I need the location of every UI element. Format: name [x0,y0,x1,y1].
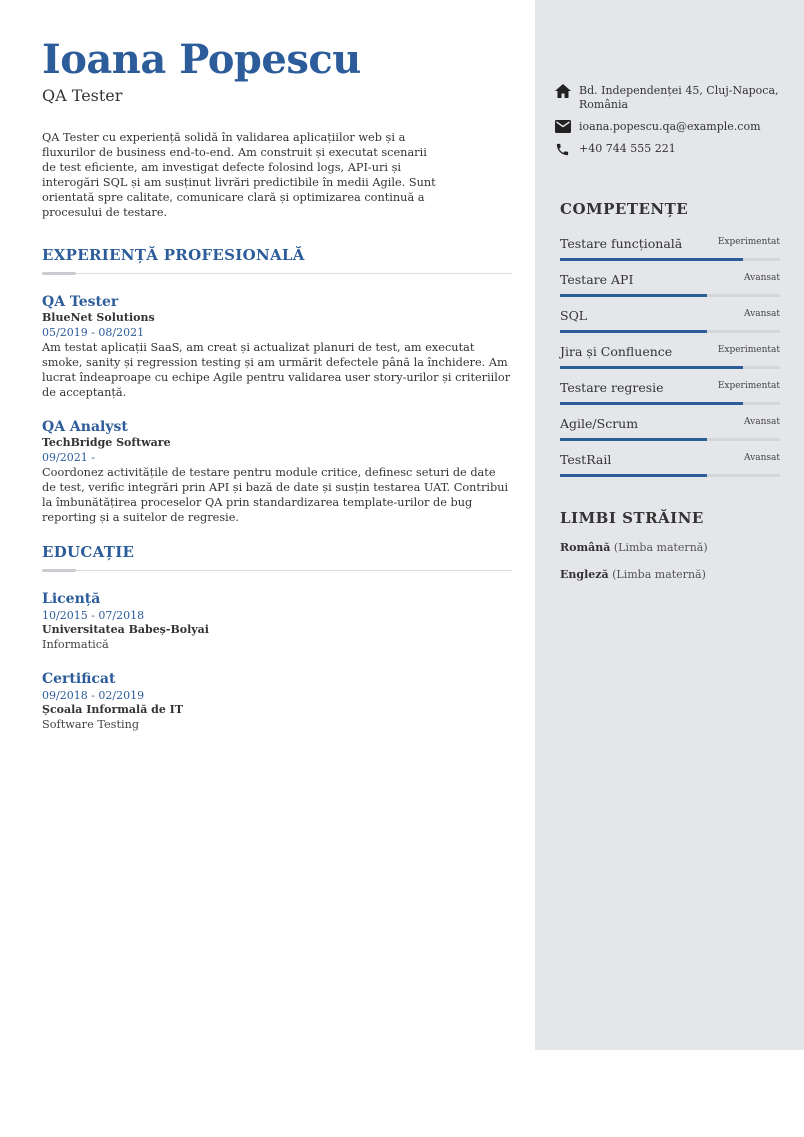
experience-company: TechBridge Software [42,436,171,449]
profile-summary: QA Tester cu experiență solidă în validarea aplicațiilor web și a fluxurilor de business end-to-end. Am construit și executat scenarii de test eficiente, am investigat defecte folosind logs, API-uri și interogări SQL și am susținut livrări predictibile în medii Agile. Sunt orientată spre calitate, comunicare clară și optimizarea continuă a procesului de testare. [42,131,436,219]
person-name: Ioana Popescu [42,36,361,83]
skill-bar-track [560,438,780,441]
experience-heading: EXPERIENȚĂ PROFESIONALĂ [42,246,305,264]
skill-bar-fill [560,474,707,477]
contact-email [555,120,785,134]
education-institution: Universitatea Babeș-Bolyai [42,623,209,636]
skill-name: SQL [560,308,588,323]
skill-item [560,308,780,344]
home-icon [555,84,573,98]
language-item [560,567,708,582]
section-divider [42,569,512,572]
skill-bar-fill [560,330,707,333]
address-text: Bd. Independenței 45, Cluj-Napoca, România [579,84,779,111]
skill-name: TestRail [560,452,612,467]
experience-title: QA Tester [42,294,119,310]
skill-level: Experimentat [717,345,780,355]
email-text[interactable]: ioana.popescu.qa@example.com [579,120,761,133]
skill-name: Agile/Scrum [560,416,639,431]
experience-entry [42,293,512,400]
skill-bar-track [560,366,780,369]
experience-dates: 09/2021 - [42,451,95,464]
skill-bar-fill [560,402,743,405]
education-degree: Certificat [42,671,116,687]
skill-item [560,380,780,416]
languages-list [560,540,708,594]
education-entry [42,670,512,732]
language-level: (Limba maternă) [613,541,708,554]
experience-entry [42,418,512,525]
skill-level: Avansat [744,417,780,427]
education-dates: 09/2018 - 02/2019 [42,689,145,702]
skill-level: Avansat [744,453,780,463]
skill-name: Testare funcțională [560,236,683,251]
section-divider [42,272,512,275]
skill-name: Jira și Confluence [560,344,673,359]
skill-name: Testare API [560,272,634,287]
skill-item [560,452,780,488]
experience-dates: 05/2019 - 08/2021 [42,326,145,339]
skill-bar-fill [560,366,743,369]
skill-name: Testare regresie [560,380,664,395]
education-field: Informatică [42,638,109,651]
education-entry [42,590,512,652]
skill-bar-fill [560,258,743,261]
skill-level: Experimentat [717,381,780,391]
education-field: Software Testing [42,718,140,731]
main-column [42,36,512,750]
education-degree: Licență [42,591,101,607]
language-name: Română [560,541,611,554]
skill-item [560,416,780,452]
experience-company: BlueNet Solutions [42,311,155,324]
skill-bar-track [560,402,780,405]
skill-bar-track [560,330,780,333]
skill-item [560,272,780,308]
skill-level: Avansat [744,309,780,319]
skills-list [560,236,780,488]
skill-item [560,236,780,272]
language-level: (Limba maternă) [612,568,706,581]
contact-phone [555,142,785,156]
skill-level: Experimentat [717,237,780,247]
languages-heading: LIMBI STRĂINE [560,509,704,527]
education-dates: 10/2015 - 07/2018 [42,609,145,622]
skill-bar-fill [560,294,707,297]
skills-heading: COMPETENȚE [560,200,689,218]
phone-icon [555,142,573,156]
contact-block [555,84,785,164]
contact-address [555,84,785,112]
education-heading: EDUCAȚIE [42,543,135,561]
education-institution: Școala Informală de IT [42,703,184,716]
skill-bar-track [560,294,780,297]
job-title: QA Tester [42,86,123,105]
language-item [560,540,708,555]
skill-bar-fill [560,438,707,441]
experience-description: Am testat aplicații SaaS, am creat și actualizat planuri de test, am executat smoke, sanity și regression testing și am urmărit defectele până la închidere. Am lucrat îndeaproape cu echipe Agile pentru validarea user story-urilor și criteriilor de acceptanță. [42,341,511,399]
experience-title: QA Analyst [42,419,128,435]
phone-text[interactable]: +40 744 555 221 [579,142,676,155]
language-name: Engleză [560,568,609,581]
experience-description: Coordonez activitățile de testare pentru module critice, definesc seturi de date de test, verific integrări prin API și bază de date și susțin testarea UAT. Contribui la îmbunătățirea proceselor QA prin standardizarea template-urilor de bug reporting și a suitelor de regresie. [42,466,509,524]
sidebar [535,0,804,1050]
skill-level: Avansat [744,273,780,283]
mail-icon [555,120,573,134]
skill-bar-track [560,474,780,477]
skill-bar-track [560,258,780,261]
skill-item [560,344,780,380]
